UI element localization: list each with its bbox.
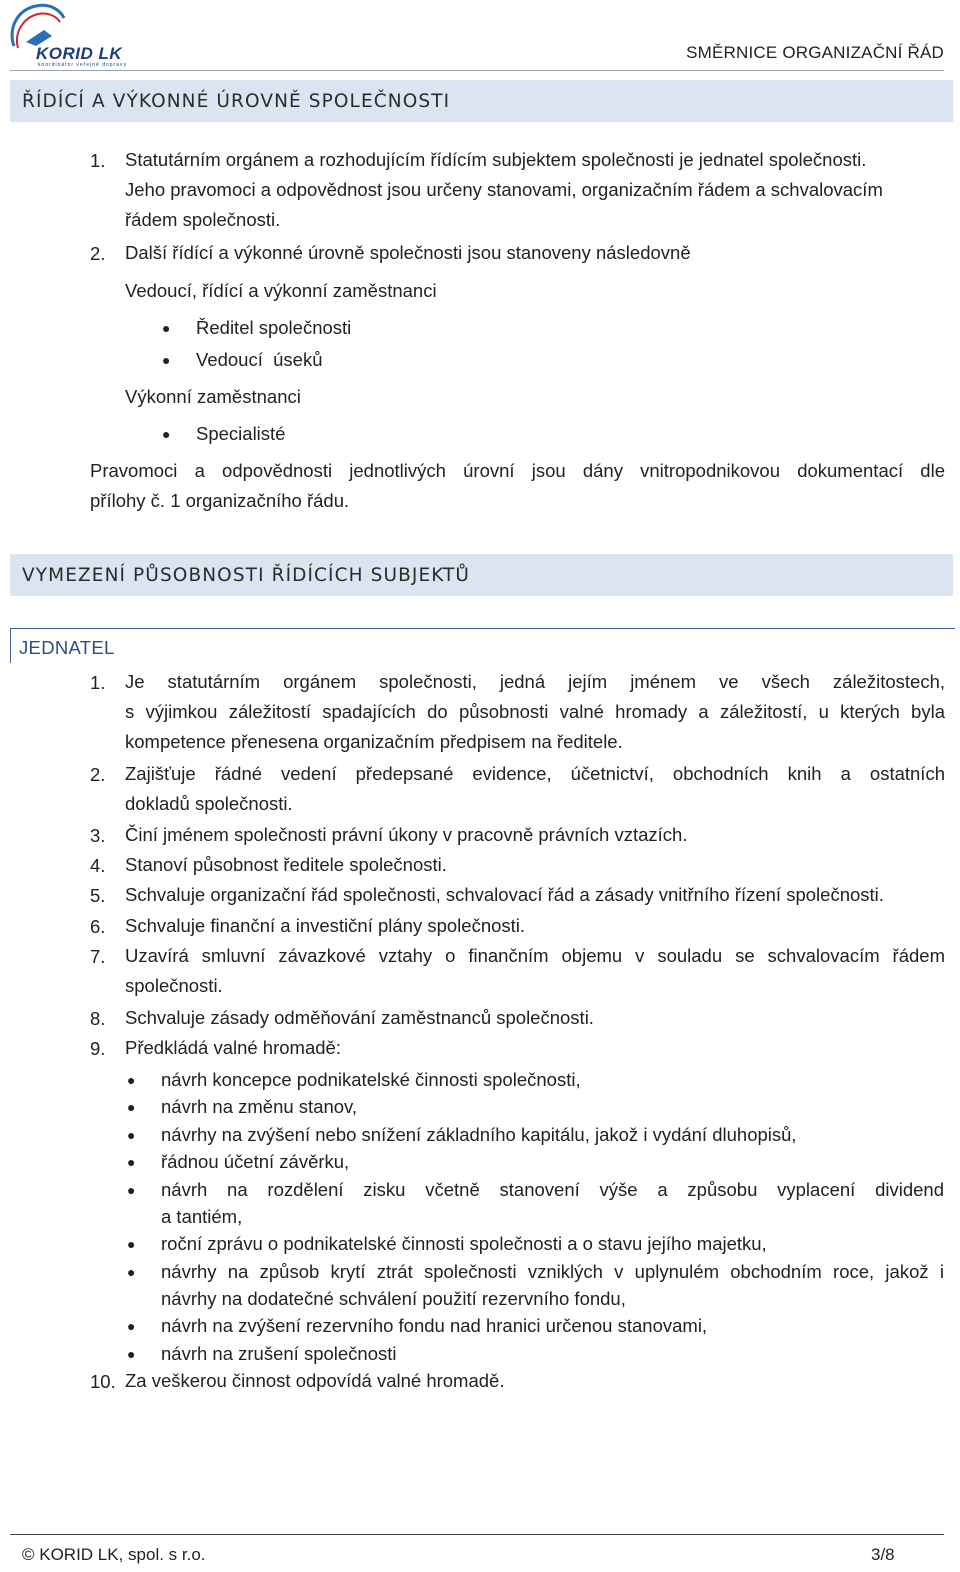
bullet-dot: ● <box>127 1099 136 1115</box>
section-heading: VYMEZENÍ PŮSOBNOSTI ŘÍDÍCÍCH SUBJEKTŮ <box>22 564 471 586</box>
text-line: a tantiém, <box>161 1206 243 1227</box>
group-label: Vedoucí, řídící a výkonní zaměstnanci <box>125 280 437 301</box>
subsection-heading-box <box>10 628 955 663</box>
section-heading-band <box>10 554 953 596</box>
text-line: řádem společnosti. <box>125 209 281 230</box>
list-number: 7. <box>90 946 106 967</box>
list-item <box>125 850 945 880</box>
bullet-item <box>161 1121 944 1148</box>
footer-copyright: © KORID LK, spol. s r.o. <box>22 1545 206 1564</box>
text-line: Předkládá valné hromadě: <box>125 1037 341 1058</box>
list-number: 5. <box>90 885 106 906</box>
list-item <box>125 759 945 819</box>
bullet-dot: ● <box>127 1072 136 1088</box>
bullet-dot: ● <box>127 1236 136 1252</box>
group-label: Výkonní zaměstnanci <box>125 386 301 407</box>
text-line: přílohy č. 1 organizačního řádu. <box>90 490 350 511</box>
page-number: 3/8 <box>871 1545 895 1564</box>
list-number: 10. <box>90 1371 116 1392</box>
text-line: Pravomoci a odpovědnosti jednotlivých úrovní jsou dány vnitropodnikovou dokumentací dle <box>90 460 945 481</box>
list-item: Ředitel společnosti <box>196 317 352 338</box>
text-line: návrh na zvýšení rezervního fondu nad hranici určenou stanovami, <box>161 1315 708 1336</box>
list-number: 4. <box>90 855 106 876</box>
text-line: návrh na rozdělení zisku včetně stanovení výše a způsobu vyplacení dividend <box>161 1179 944 1200</box>
text-line: návrh koncepce podnikatelské činnosti společnosti, <box>161 1069 581 1090</box>
bullet-dot: ● <box>127 1154 136 1170</box>
list-number: 1. <box>90 672 106 693</box>
list-item: Specialisté <box>196 423 286 444</box>
list-item <box>125 145 883 235</box>
text-line: návrh na zrušení společnosti <box>161 1343 397 1364</box>
bullet-dot: ● <box>162 352 171 368</box>
text-line: Schvaluje finanční a investiční plány společnosti. <box>125 915 526 936</box>
text-line: dokladů společnosti. <box>125 793 293 814</box>
text-line: Je statutárním orgánem společnosti, jedná jejím jménem ve všech záležitostech, <box>125 671 945 692</box>
bullet-dot: ● <box>127 1264 136 1280</box>
list-item: Vedoucí úseků <box>196 349 323 370</box>
list-number: 3. <box>90 825 106 846</box>
logo-wordmark: KORID LK <box>36 44 123 63</box>
list-number: 2. <box>90 243 106 264</box>
bullet-item <box>161 1176 944 1230</box>
list-number: 1. <box>90 150 106 171</box>
text-line: roční zprávu o podnikatelské činnosti společnosti a o stavu jejího majetku, <box>161 1233 767 1254</box>
text-line: společnosti. <box>125 975 223 996</box>
text-line: návrhy na způsob krytí ztrát společnosti vzniklých v uplynulém obchodním roce, jakož i <box>161 1261 944 1282</box>
footer-divider <box>10 1534 944 1535</box>
bullet-dot: ● <box>127 1318 136 1334</box>
list-item: Další řídící a výkonné úrovně společnosti jsou stanoveny následovně <box>125 242 691 263</box>
bullet-dot: ● <box>162 320 171 336</box>
bullet-item <box>161 1340 944 1367</box>
section-heading: ŘÍDÍCÍ A VÝKONNÉ ÚROVNĚ SPOLEČNOSTI <box>22 90 451 112</box>
bullet-item <box>161 1066 944 1093</box>
logo-tagline: koordinátor veřejné dopravy <box>38 62 127 68</box>
text-line: návrhy na dodatečné schválení použití rezervního fondu, <box>161 1288 626 1309</box>
paragraph <box>90 456 945 516</box>
list-number: 2. <box>90 764 106 785</box>
text-line: s výjimkou záležitostí spadajících do působnosti valné hromady a záležitostí, u kterých byla <box>125 701 945 722</box>
header-divider <box>10 70 944 71</box>
korid-logo <box>6 2 126 68</box>
list-number: 8. <box>90 1008 106 1029</box>
text-line: řádnou účetní závěrku, <box>161 1151 350 1172</box>
bullet-item <box>161 1312 944 1339</box>
list-item <box>125 911 945 941</box>
text-line: návrh na změnu stanov, <box>161 1096 358 1117</box>
list-item <box>125 1033 945 1063</box>
text-line: kompetence přenesena organizačním předpisem na ředitele. <box>125 731 623 752</box>
text-line: Schvaluje zásady odměňování zaměstnanců společnosti. <box>125 1007 594 1028</box>
bullet-item <box>161 1230 944 1257</box>
text-line: Uzavírá smluvní závazkové vztahy o finančním objemu v souladu se schvalovacím řádem <box>125 945 945 966</box>
list-item <box>125 667 945 757</box>
list-number: 9. <box>90 1038 106 1059</box>
bullet-item <box>161 1258 944 1312</box>
text-line: Schvaluje organizační řád společnosti, schvalovací řád a zásady vnitřního řízení společnosti. <box>125 884 884 905</box>
bullet-item <box>161 1148 944 1175</box>
bullet-dot: ● <box>127 1182 136 1198</box>
list-item <box>125 1003 945 1033</box>
text-line: návrhy na zvýšení nebo snížení základního kapitálu, jakož i vydání dluhopisů, <box>161 1124 797 1145</box>
list-item: Za veškerou činnost odpovídá valné hromadě. <box>125 1370 505 1391</box>
list-item <box>125 880 945 910</box>
bullet-item <box>161 1093 944 1120</box>
text-line: Jeho pravomoci a odpovědnost jsou určeny stanovami, organizačním řádem a schvalovacím <box>125 179 883 200</box>
bullet-dot: ● <box>127 1346 136 1362</box>
text-line: Stanoví působnost ředitele společnosti. <box>125 854 447 875</box>
bullet-dot: ● <box>162 426 171 442</box>
text-line: Činí jménem společnosti právní úkony v pracovně právních vztazích. <box>125 824 688 845</box>
list-item <box>125 941 945 1001</box>
bullet-dot: ● <box>127 1127 136 1143</box>
list-item <box>125 820 945 850</box>
document-title: SMĚRNICE ORGANIZAČNÍ ŘÁD <box>686 43 944 62</box>
section-heading-band <box>10 80 953 122</box>
text-line: Zajišťuje řádné vedení předepsané evidence, účetnictví, obchodních knih a ostatních <box>125 763 945 784</box>
subsection-heading: JEDNATEL <box>19 637 115 658</box>
list-number: 6. <box>90 916 106 937</box>
text-line: Statutárním orgánem a rozhodujícím řídícím subjektem společnosti je jednatel společnosti. <box>125 149 867 170</box>
